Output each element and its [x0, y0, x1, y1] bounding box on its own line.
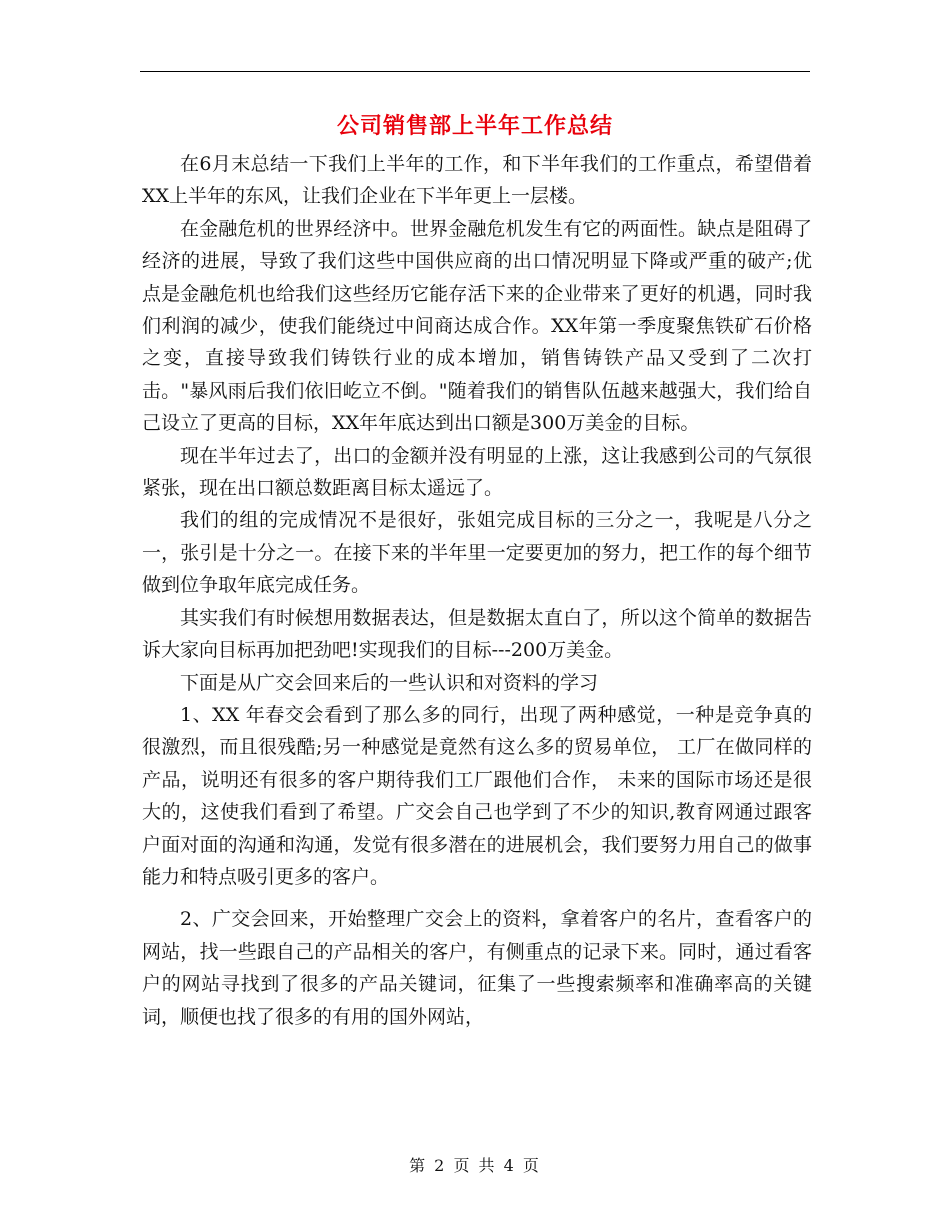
- paragraph-financial-crisis: 在金融危机的世界经济中。世界金融危机发生有它的两面性。缺点是阻碍了经济的进展，导致了我们这些中国供应商的出口情况明显下降或严重的破产;优点是金融危机也给我们这些经历它能存活下来的企业带来了更好的机遇，同时我们利润的减少，使我们能绕过中间商达成合作。XX年第一季度聚焦铁矿石价格之变，直接导致我们铸铁行业的成本增加，销售铸铁产品又受到了二次打击。"暴风雨后我们依旧屹立不倒。"随着我们的销售队伍越来越强大，我们给自己设立了更高的目标，XX年年底达到出口额是300万美金的目标。: [142, 217, 812, 435]
- document-body: [142, 148, 812, 1033]
- paragraph-canton-fair-item-1: 1、XX 年春交会看到了那么多的同行，出现了两种感觉，一种是竞争真的很激烈，而且很残酷;另一种感觉是竟然有这么多的贸易单位， 工厂在做同样的产品，说明还有很多的客户期待我们工厂跟他们合作， 未来的国际市场还是很大的，这使我们看到了希望。广交会自己也学到了不少的知识,教育网通过跟客户面对面的沟通和沟通，发觉有很多潜在的进展机会，我们要努力用自己的做事能力和特点吸引更多的客户。: [142, 703, 812, 888]
- paragraph-canton-fair-item-2: 2、广交会回来，开始整理广交会上的资料，拿着客户的名片，查看客户的网站，找一些跟自己的产品相关的客户，有侧重点的记录下来。同时，通过看客户的网站寻找到了很多的产品关键词，征集了一些搜索频率和准确率高的关键词，顺便也找了很多的有用的国外网站，: [142, 908, 812, 1028]
- header-rule: [140, 71, 810, 72]
- paragraph-team-progress: 我们的组的完成情况不是很好，张姐完成目标的三分之一，我呢是八分之一，张引是十分之一。在接下来的半年里一定要更加的努力，把工作的每个细节做到位争取年底完成任务。: [142, 509, 812, 597]
- paragraph-canton-fair-intro: 下面是从广交会回来后的一些认识和对资料的学习: [180, 671, 599, 694]
- paragraph-target: 其实我们有时候想用数据表达，但是数据太直白了，所以这个简单的数据告诉大家向目标再加把劲吧!实现我们的目标---200万美金。: [142, 606, 812, 662]
- document-title: 公司销售部上半年工作总结: [336, 113, 613, 139]
- page-number: 第 2 页 共 4 页: [409, 1156, 541, 1175]
- paragraph-intro: 在6月末总结一下我们上半年的工作，和下半年我们的工作重点，希望借着XX上半年的东风，让我们企业在下半年更上一层楼。: [142, 153, 812, 208]
- paragraph-half-year-status: 现在半年过去了，出口的金额并没有明显的上涨，这让我感到公司的气氛很紧张，现在出口额总数距离目标太遥远了。: [142, 444, 812, 500]
